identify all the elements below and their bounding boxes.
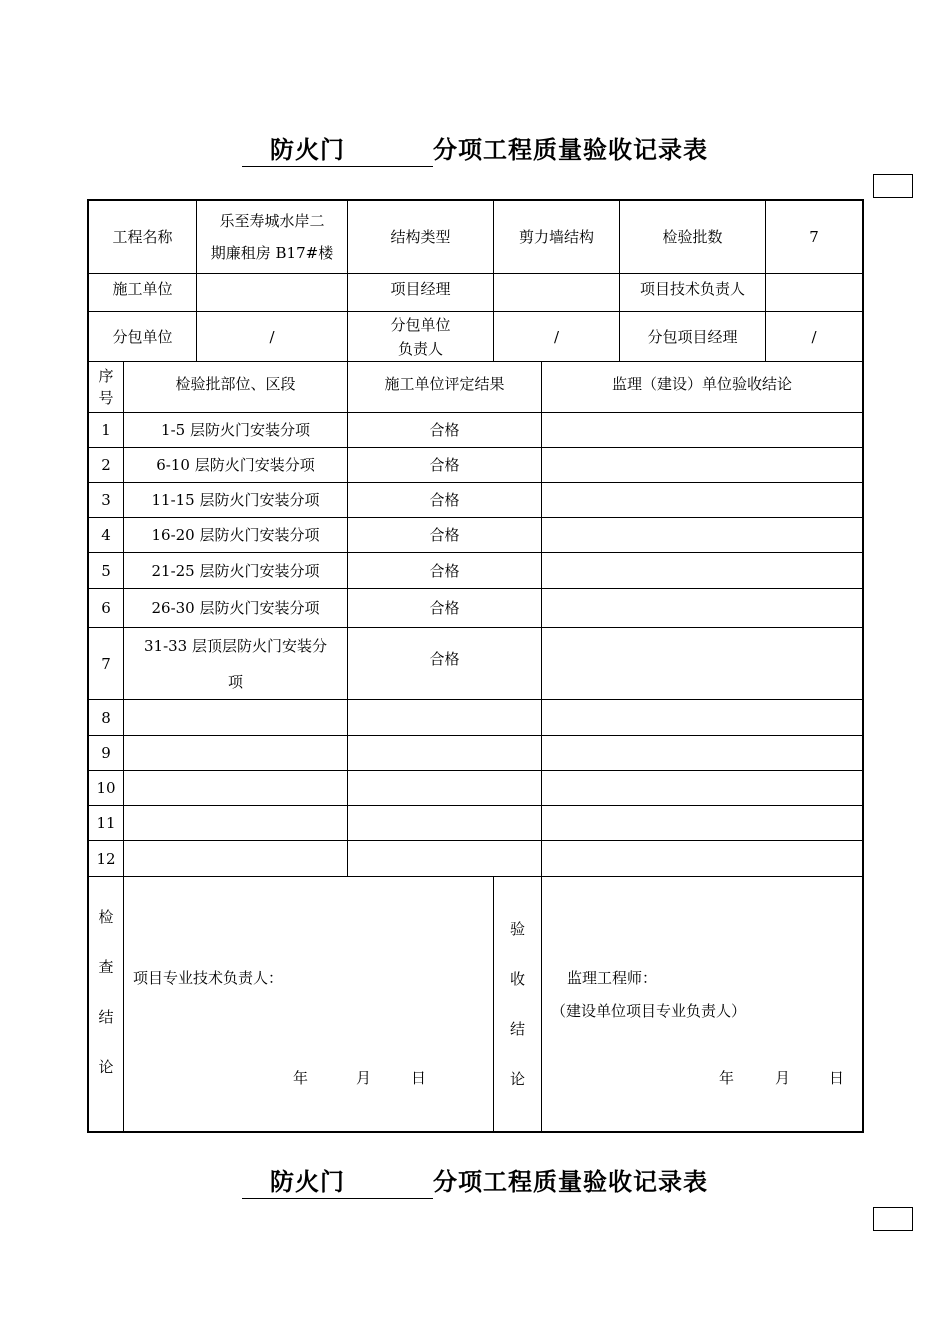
row-supervision-conclusion bbox=[542, 806, 862, 840]
row-location bbox=[124, 448, 347, 482]
row-location bbox=[124, 483, 347, 517]
row-self-eval-result: 合格 bbox=[429, 526, 460, 544]
self-eval-column-header: 施工单位评定结果 bbox=[384, 375, 505, 393]
seq-header-line-1: 序 bbox=[98, 367, 114, 385]
title-item-name: 防火门 bbox=[242, 134, 351, 167]
row-self-eval-result bbox=[348, 771, 541, 805]
title-suffix-repeat: 分项工程质量验收记录表 bbox=[433, 1168, 708, 1196]
row-location-text: 21-25 层防火门安装分项 bbox=[151, 561, 320, 580]
sub-leader-label-line-1: 分包单位 bbox=[390, 315, 451, 334]
row-number: 7 bbox=[101, 654, 111, 673]
row-number: 1 bbox=[101, 421, 111, 439]
row-self-eval-result bbox=[348, 700, 541, 735]
title-blank-underline-repeat bbox=[351, 1172, 433, 1199]
row-number: 3 bbox=[101, 491, 111, 509]
accept-date-year: 年 bbox=[719, 1069, 735, 1087]
row-location bbox=[124, 806, 347, 840]
row-self-eval-result bbox=[348, 806, 541, 840]
row-location-text: 26-30 层防火门安装分项 bbox=[151, 599, 320, 617]
row-self-eval-result: 合格 bbox=[429, 456, 460, 474]
accept-char-4: 论 bbox=[509, 1070, 525, 1088]
check-date-month: 月 bbox=[356, 1069, 372, 1087]
row-supervision-conclusion bbox=[542, 553, 862, 588]
tech-lead-value bbox=[766, 274, 862, 311]
seq-column-header bbox=[89, 362, 123, 412]
title-blank-underline bbox=[351, 140, 433, 167]
project-manager-value bbox=[494, 274, 619, 311]
check-char-4: 论 bbox=[98, 1058, 114, 1076]
row-location-text: 6-10 层防火门安装分项 bbox=[156, 456, 315, 474]
row-self-eval-result: 合格 bbox=[429, 561, 460, 580]
page-number-box-repeat bbox=[873, 1207, 913, 1231]
acceptance-form-table bbox=[87, 199, 864, 1133]
check-conclusion-label bbox=[89, 877, 123, 1131]
row-location-text: 11-15 层防火门安装分项 bbox=[151, 491, 320, 509]
row-self-eval-result: 合格 bbox=[429, 599, 460, 617]
tech-lead-label: 项目技术负责人 bbox=[639, 280, 745, 298]
row-self-eval-result bbox=[348, 841, 541, 876]
row-supervision-conclusion bbox=[542, 736, 862, 770]
row-number: 6 bbox=[101, 599, 111, 617]
supervision-column-header: 监理（建设）单位验收结论 bbox=[611, 375, 792, 393]
row-number: 4 bbox=[101, 526, 111, 544]
row-self-eval-result bbox=[348, 736, 541, 770]
subcontractor-label: 分包单位 bbox=[112, 327, 173, 346]
row-supervision-conclusion bbox=[542, 483, 862, 517]
project-manager-label: 项目经理 bbox=[390, 280, 451, 298]
row-supervision-conclusion bbox=[542, 628, 862, 699]
row-number: 10 bbox=[96, 779, 116, 797]
contractor-value bbox=[197, 274, 347, 311]
form-title bbox=[0, 134, 950, 167]
row-number: 9 bbox=[101, 744, 111, 762]
contractor-label: 施工单位 bbox=[112, 280, 173, 298]
check-date-day: 日 bbox=[411, 1069, 427, 1087]
project-name-label: 工程名称 bbox=[112, 228, 173, 246]
row-number: 8 bbox=[101, 708, 111, 727]
row-number: 12 bbox=[96, 849, 116, 868]
seq-header-line-2: 号 bbox=[98, 389, 114, 407]
subcontractor-value: / bbox=[269, 327, 275, 346]
accept-char-2: 收 bbox=[509, 970, 525, 988]
row-supervision-conclusion bbox=[542, 518, 862, 552]
batch-count-label: 检验批数 bbox=[662, 228, 723, 246]
acceptance-conclusion-label bbox=[494, 877, 541, 1131]
project-name-line-2: 期廉租房 B17#楼 bbox=[210, 244, 334, 262]
batch-count-value: 7 bbox=[809, 228, 819, 246]
sub-leader-label bbox=[348, 312, 493, 361]
check-signer-label: 项目专业技术负责人： bbox=[133, 969, 284, 987]
row-location bbox=[124, 589, 347, 627]
row-location-text-continued: 项 bbox=[227, 672, 243, 691]
row-location bbox=[124, 736, 347, 770]
row-self-eval-result: 合格 bbox=[429, 650, 460, 668]
row-number: 5 bbox=[101, 561, 111, 580]
row-supervision-conclusion bbox=[542, 413, 862, 447]
row-supervision-conclusion bbox=[542, 448, 862, 482]
row-location-text: 31-33 层顶层防火门安装分 bbox=[143, 636, 327, 655]
row-number: 11 bbox=[96, 814, 116, 832]
row-location bbox=[124, 700, 347, 735]
sub-pm-value: / bbox=[811, 327, 817, 346]
row-location bbox=[124, 413, 347, 447]
row-self-eval-result: 合格 bbox=[429, 491, 460, 509]
location-column-header: 检验批部位、区段 bbox=[175, 375, 296, 393]
check-char-3: 结 bbox=[98, 1008, 114, 1026]
row-location bbox=[124, 553, 347, 588]
accept-char-1: 验 bbox=[509, 920, 525, 938]
row-location-text: 16-20 层防火门安装分项 bbox=[151, 526, 320, 544]
check-date-year: 年 bbox=[293, 1069, 309, 1087]
row-supervision-conclusion bbox=[542, 841, 862, 876]
row-location bbox=[124, 771, 347, 805]
form-title-repeat bbox=[0, 1166, 950, 1199]
structure-type-value: 剪力墙结构 bbox=[518, 228, 594, 246]
row-location bbox=[124, 841, 347, 876]
sub-leader-label-line-2: 负责人 bbox=[397, 339, 443, 358]
row-location-text: 1-5 层防火门安装分项 bbox=[161, 421, 310, 439]
accept-date-month: 月 bbox=[775, 1069, 791, 1087]
page-number-box bbox=[873, 174, 913, 198]
row-supervision-conclusion bbox=[542, 589, 862, 627]
row-location bbox=[124, 628, 347, 699]
check-char-2: 查 bbox=[98, 958, 114, 976]
row-number: 2 bbox=[101, 456, 111, 474]
project-name-value bbox=[197, 201, 347, 273]
accept-char-3: 结 bbox=[509, 1020, 525, 1038]
sub-leader-value: / bbox=[553, 327, 560, 346]
row-supervision-conclusion bbox=[542, 771, 862, 805]
row-self-eval-result: 合格 bbox=[429, 421, 460, 439]
row-location bbox=[124, 518, 347, 552]
project-name-line-1: 乐至寿城水岸二 bbox=[219, 212, 325, 230]
check-char-1: 检 bbox=[98, 908, 114, 926]
owner-representative-label: （建设单位项目专业负责人） bbox=[551, 1002, 747, 1020]
sub-pm-label: 分包项目经理 bbox=[647, 327, 738, 346]
accept-date-day: 日 bbox=[829, 1069, 845, 1087]
title-suffix: 分项工程质量验收记录表 bbox=[433, 136, 708, 164]
row-supervision-conclusion bbox=[542, 700, 862, 735]
supervising-engineer-label: 监理工程师： bbox=[567, 969, 658, 987]
structure-type-label: 结构类型 bbox=[390, 228, 451, 246]
title-item-name-repeat: 防火门 bbox=[242, 1166, 351, 1199]
